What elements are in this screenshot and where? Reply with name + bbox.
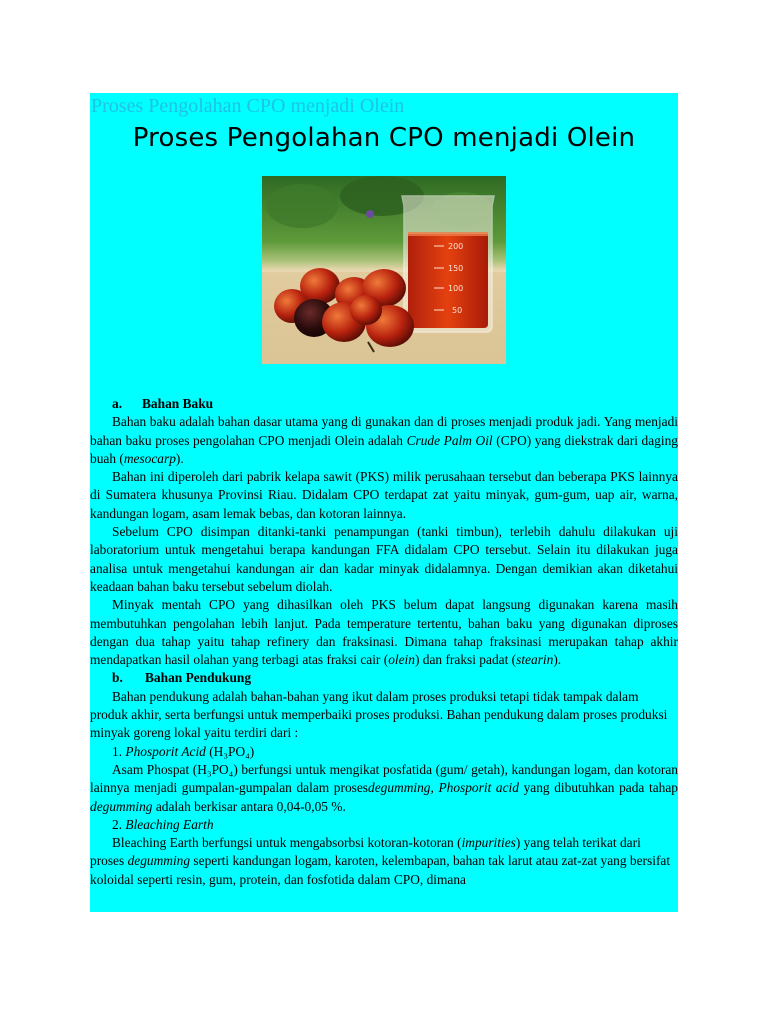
section-a-paragraph-3: Sebelum CPO disimpan ditanki-tanki penampungan (tanki timbun), terlebih dahulu dilakukan uji laboratorium untuk mengetahui berapa kandungan FFA didalam CPO tersebut. Selain itu dilakukan juga analisa untuk mengetahui kandungan air dan kadar minyak didalamnya. Dengan demikian akan diketahui keadaan bahan baku tersebut sebelum diolah. [90,524,678,594]
section-a-paragraph-1 [90,413,678,468]
italic-term: Crude Palm Oil [406,432,493,448]
beaker-mark-200: 200 [448,242,464,251]
beaker-mark-50: 50 [452,306,463,315]
section-a-letter: a. [112,396,123,411]
text-run: Asam Phospat (H₃PO₄) berfungsi untuk mengikat posfatida (gum/ getah), kandungan logam, dan kotoran lainnya menjadi gumpalan-gumpalan dalam proses [90,761,678,796]
italic-term: stearin [516,652,554,668]
section-b-paragraph-1: Bahan pendukung adalah bahan-bahan yang ikut dalam proses produksi tetapi tidak tampak dalam produk akhir, serta berfungsi untuk memperbaiki proses produksi. Bahan pendukung dalam proses produksi minyak goreng lokal yaitu terdiri dari : [90,688,668,741]
list-number: 1. [112,743,126,759]
document-body [90,395,678,889]
text-run: (CPO) yang diekstrak dari daging buah ( [90,432,678,466]
text-run: Bahan baku adalah bahan dasar utama yang di gunakan dan di proses menjadi produk jadi. Yang menjadi bahan baku proses pengolahan CPO menjadi Olein adalah [90,414,678,448]
text-run: yang dibutuhkan pada tahap [518,780,678,796]
chemical-formula: (H₃PO₄) [205,743,255,759]
beaker-mark-150: 150 [448,264,464,273]
text-run: ) dan fraksi padat ( [414,652,517,668]
text-run: ). [553,652,562,668]
section-a-paragraph-2: Bahan ini diperoleh dari pabrik kelapa sawit (PKS) milik perusahaan tersebut dan beberapa PKS lainnya di Sumatera khusunya Provinsi Riau. Didalam CPO terdapat zat yaitu minyak, gum-gum, uap air, warna, kandungan logam, asam lemak bebas, dan kotoran lainnya. [90,469,678,521]
italic-term: mesocarp [123,450,176,466]
list-item-bleaching-earth [90,816,678,834]
section-a-title: Bahan Baku [142,396,214,411]
text-run: ). [175,450,184,466]
italic-term: olein [388,652,415,668]
section-b-heading [90,669,678,687]
list-item-phosporit-acid [90,743,678,761]
list-number: 2. [112,816,126,832]
text-run: Minyak mentah CPO yang dihasilkan oleh PKS belum dapat langsung digunakan karena masih membutuhkan pengolahan lebih lanjut. Pada temperature tertentu, bahan baku yang digunakan diproses dengan dua tahap yaitu tahap refinery dan fraksinasi. Dimana tahap fraksinasi merupakan tahap akhir mendapatkan hasil olahan yang terbagi atas fraksi cair ( [90,597,678,668]
italic-term: degumming [127,853,191,869]
faded-document-title: Proses Pengolahan CPO menjadi Olein [91,95,405,117]
palm-fruit-beaker-photo [262,176,506,364]
italic-term: degumming, Phosporit acid [368,780,519,796]
italic-term: Phosporit Acid [125,743,206,759]
text-run: Bleaching Earth berfungsi untuk mengabsorbsi kotoran-kotoran ( [112,835,462,851]
section-a-paragraph-4 [90,596,678,669]
document-page [90,93,678,912]
italic-term: Bleaching Earth [125,816,214,832]
section-b-title: Bahan Pendukung [145,670,252,686]
section-b-letter: b. [112,670,123,686]
phosporit-acid-description [90,761,678,816]
text-run: seperti kandungan logam, karoten, kelembapan, bahan tak larut atau zat-zat yang bersifat koloidal seperti resin, gum, protein, dan fosfotida dalam CPO, dimana [90,853,671,887]
italic-term: impurities [461,835,516,851]
page-title: Proses Pengolahan CPO menjadi Olein [132,123,636,153]
section-a-heading [90,395,678,413]
text-run: adalah berkisar antara 0,04-0,05 %. [152,798,346,814]
beaker-mark-100: 100 [448,284,464,293]
text-run: ) yang telah terikat dari proses [90,835,641,869]
italic-term: degumming [90,798,153,814]
bleaching-earth-description [90,834,678,889]
